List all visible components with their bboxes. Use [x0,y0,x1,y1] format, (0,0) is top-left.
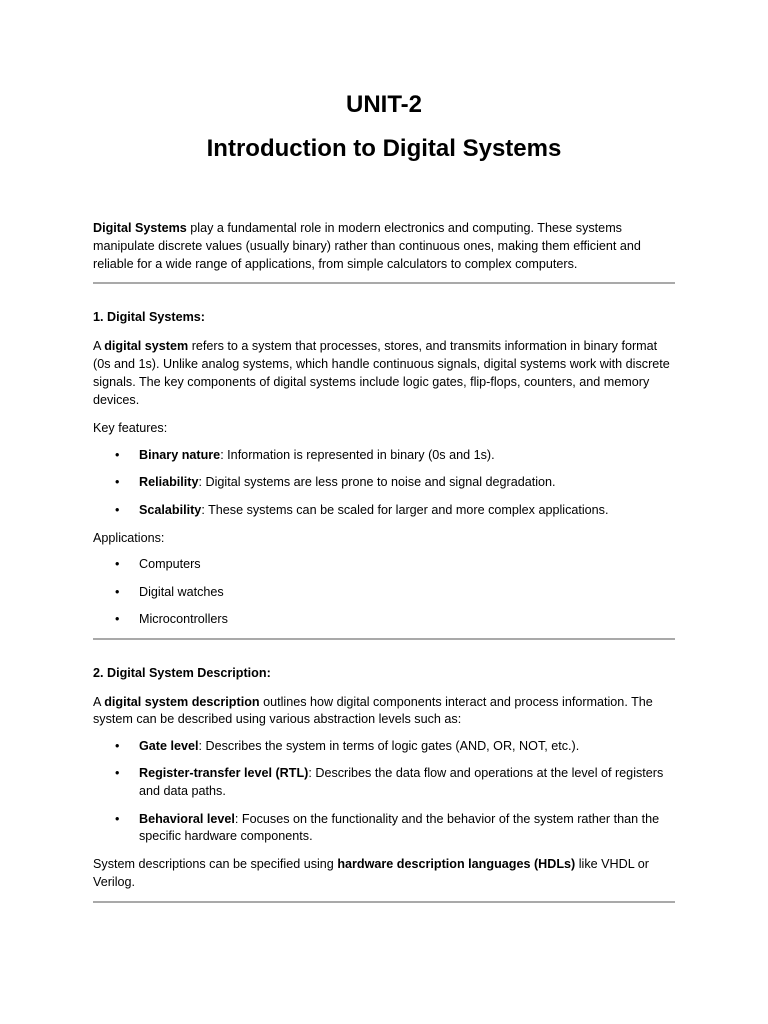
key-features-list [93,447,675,519]
list-item [93,738,675,756]
closing-post: like VHDL or Verilog. [93,857,649,889]
list-item [93,474,675,492]
list-item [93,447,675,465]
feature-text: : Digital systems are less prone to noise and signal degradation. [198,475,556,490]
abstraction-levels-list [93,738,675,846]
section-2-para-pre: A [93,694,105,709]
applications-label: Applications: [93,530,165,545]
feature-text: : These systems can be scaled for larger and more complex applications. [201,502,609,517]
section-1-para-bold: digital system [104,339,189,354]
level-text: : Describes the system in terms of logic gates (AND, OR, NOT, etc.). [198,739,580,754]
intro-text: play a fundamental role in modern electronics and computing. These systems manipulate discrete values (usually binary) rather than continuous ones, making them efficient and reliable for a wide range of applications, from simple calculators to complex computers. [93,221,641,271]
list-item [93,811,675,847]
section-2-paragraph [93,694,675,730]
feature-text: : Information is represented in binary (0s and 1s). [220,448,495,463]
divider-1 [93,282,675,284]
section-1-para-post: refers to a system that processes, stores, and transmits information in binary format (0s and 1s). Unlike analog systems, which handle continuous signals, digital systems work with discrete signals. The key components of digital systems include logic gates, flip-flops, counters, and memory devices. [93,339,670,407]
closing-bold: hardware description languages (HDLs) [337,857,576,872]
divider-2 [93,638,675,640]
intro-bold-term: Digital Systems [93,221,187,235]
level-term: Gate level [139,739,199,754]
section-2-para-bold: digital system description [104,694,260,709]
level-text: : Describes the data flow and operations at the level of registers and data paths. [139,766,664,799]
section-2-para-post: outlines how digital components interact and process information. The system can be described using various abstraction levels such as: [93,694,653,727]
section-2-closing [93,856,675,892]
closing-pre: System descriptions can be specified using [93,857,338,872]
section-1-para-pre: A [93,339,105,354]
section-1-paragraph [93,338,675,409]
level-term: Behavioral level [139,811,235,826]
list-item [93,765,675,801]
level-term: Register-transfer level (RTL) [139,766,309,781]
feature-term: Binary nature [139,448,221,463]
feature-term: Scalability [139,502,202,517]
list-item [93,502,675,520]
list-item: • Digital watches [93,584,675,602]
list-item: • Computers [93,556,675,574]
section-1-heading: 1. Digital Systems: [93,310,205,325]
divider-3 [93,901,675,903]
feature-term: Reliability [139,475,199,490]
list-item: • Microcontrollers [93,611,675,629]
document-subtitle: Introduction to Digital Systems [206,135,562,162]
title-block [93,0,675,164]
level-text: : Focuses on the functionality and the behavior of the system rather than the specific hardware components. [139,811,660,844]
applications-list [93,556,675,628]
intro-paragraph [93,220,675,273]
section-2-heading: 2. Digital System Description: [93,665,271,680]
key-features-label: Key features: [93,421,168,436]
unit-title: UNIT-2 [345,91,422,118]
